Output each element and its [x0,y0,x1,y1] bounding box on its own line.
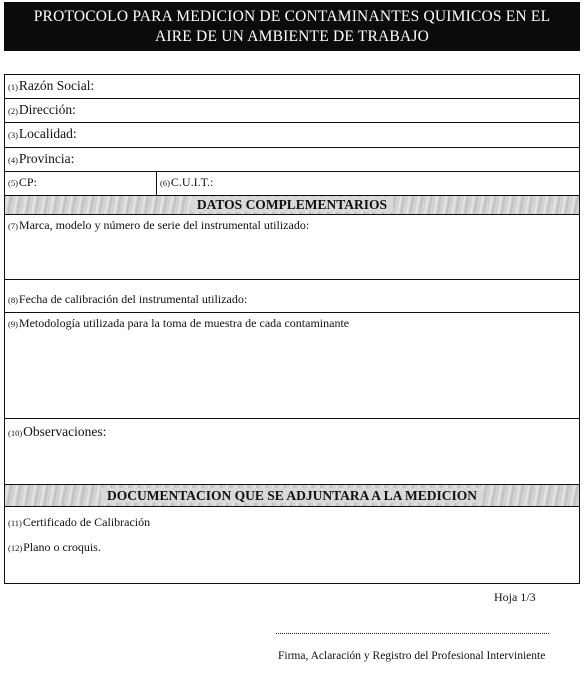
field-number: (2) [8,106,18,116]
field-number: (6) [160,178,170,188]
field-number: (12) [8,543,23,553]
field-label: Razón Social: [18,78,95,93]
section-title: DATOS COMPLEMENTARIOS [191,197,393,212]
field-observaciones[interactable] [5,419,579,485]
field-provincia[interactable] [5,148,579,172]
section-title: DOCUMENTACION QUE SE ADJUNTARA A LA MEDICION [101,488,483,503]
form-title [4,2,580,51]
field-cp[interactable] [8,175,37,190]
field-metodologia[interactable] [5,313,579,419]
field-direccion[interactable] [5,99,579,123]
field-row-cp-cuit [5,172,579,196]
page-number: Hoja 1/3 [494,590,536,604]
field-number: (3) [8,130,18,140]
field-number: (10) [8,428,23,438]
field-number: (8) [8,295,18,305]
field-cuit[interactable] [160,175,213,190]
form-title-line-2: AIRE DE UN AMBIENTE DE TRABAJO [155,28,429,45]
field-label: C.U.I.T.: [170,175,214,189]
field-number: (4) [8,155,18,165]
field-label: Marca, modelo y número de serie del instrumental utilizado: [18,218,310,232]
field-label: Observaciones: [23,424,107,439]
signature-caption: Firma, Aclaración y Registro del Profesional Interviniente [278,650,546,662]
field-label: Dirección: [18,102,76,117]
section-header-datos-complementarios [5,196,579,215]
column-divider [156,172,157,195]
form-title-line-1: PROTOCOLO PARA MEDICION DE CONTAMINANTES QUIMICOS EN EL [33,8,551,25]
field-number: (7) [8,221,18,231]
field-label: Fecha de calibración del instrumental utilizado: [18,292,248,306]
signature-dotted-line [276,633,549,634]
field-number: (9) [8,319,18,329]
doc-item-plano[interactable] [8,540,101,555]
field-fecha-calibracion[interactable] [5,280,579,313]
field-label: Provincia: [18,151,75,166]
protocol-form [4,74,580,584]
field-localidad[interactable] [5,123,579,148]
field-razon-social[interactable] [5,75,579,99]
field-label: Localidad: [18,126,77,141]
field-label: CP: [18,175,37,189]
field-number: (11) [8,518,22,528]
documentacion-list [5,507,579,583]
section-header-documentacion [5,485,579,507]
doc-item-certificado[interactable] [8,515,150,530]
field-label: Certificado de Calibración [22,515,151,529]
field-number: (1) [8,82,18,92]
field-label: Metodología utilizada para la toma de muestra de cada contaminante [18,316,350,330]
field-label: Plano o croquis. [23,540,101,554]
field-marca-modelo-serie[interactable] [5,215,579,280]
field-number: (5) [8,178,18,188]
